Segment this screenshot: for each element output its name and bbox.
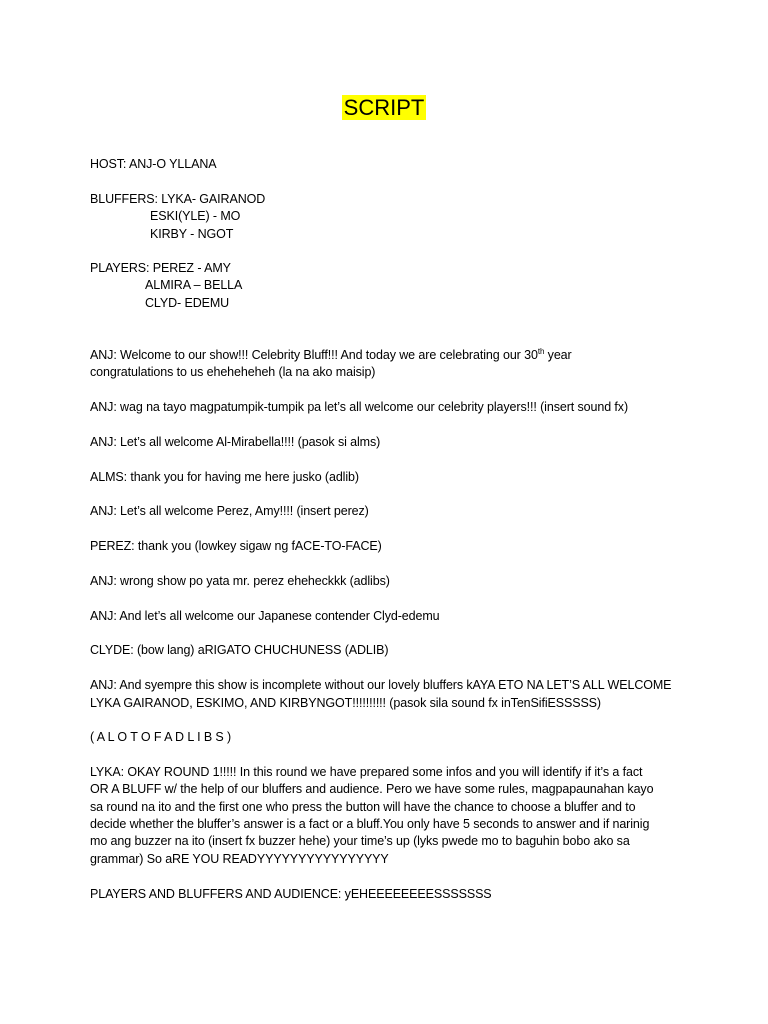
bluffers-line-3: KIRBY - NGOT (150, 227, 234, 241)
dialogue-line: ANJ: wrong show po yata mr. perez eheheckkk (adlibs) (90, 574, 390, 588)
dialogue-line: sa round na ito and the first one who press the button will have the chance to choose a bluffer and to (90, 800, 636, 814)
dialogue-line: CLYDE: (bow lang) aRIGATO CHUCHUNESS (ADLIB) (90, 643, 389, 657)
dialogue-text: year (544, 348, 572, 362)
dialogue-line: ALMS: thank you for having me here jusko (adlib) (90, 470, 359, 484)
page-title (0, 93, 768, 123)
dialogue-text: ANJ: Welcome to our show!!! Celebrity Bluff!!! And today we are celebrating our 30 (90, 348, 538, 362)
dialogue-line: ( A L O T O F A D L I B S ) (90, 730, 232, 744)
players-line-2: ALMIRA – BELLA (145, 278, 243, 292)
dialogue-line: congratulations to us eheheheheh (la na ako maisip) (90, 365, 376, 379)
dialogue-line (90, 347, 572, 364)
dialogue-line: ANJ: Let’s all welcome Al-Mirabella!!!! (pasok si alms) (90, 435, 381, 449)
dialogue-line: PLAYERS AND BLUFFERS AND AUDIENCE: yEHEEEEEEEESSSSSSS (90, 887, 492, 901)
dialogue-line: OR A BLUFF w/ the help of our bluffers and audience. Pero we have some rules, magpapaunahan kayo (90, 782, 654, 796)
players-line-1: PLAYERS: PEREZ - AMY (90, 261, 231, 275)
dialogue-line: ANJ: And let’s all welcome our Japanese contender Clyd-edemu (90, 609, 440, 623)
host-line: HOST: ANJ-O YLLANA (90, 157, 217, 171)
ordinal-suffix: th (537, 347, 545, 356)
dialogue-line: LYKA GAIRANOD, ESKIMO, AND KIRBYNGOT!!!!!!!!!! (pasok sila sound fx inTenSifiESSSSS) (90, 696, 601, 710)
dialogue-line: ANJ: And syempre this show is incomplete without our lovely bluffers kAYA ETO NA LET’S ALL WELCOME (90, 678, 672, 692)
dialogue-line: grammar) So aRE YOU READYYYYYYYYYYYYYYYY (90, 852, 389, 866)
dialogue-line: LYKA: OKAY ROUND 1!!!!! In this round we have prepared some infos and you will identify if it’s a fact (90, 765, 643, 779)
title-highlight: SCRIPT (343, 95, 425, 120)
dialogue-line: mo ang buzzer na ito (insert fx buzzer hehe) your time’s up (lyks pwede mo to baguhin bobo ako sa (90, 834, 630, 848)
players-line-3: CLYD- EDEMU (145, 296, 230, 310)
dialogue-line: ANJ: Let’s all welcome Perez, Amy!!!! (insert perez) (90, 504, 369, 518)
dialogue-line: PEREZ: thank you (lowkey sigaw ng fACE-TO-FACE) (90, 539, 382, 553)
bluffers-line-2: ESKI(YLE) - MO (150, 209, 241, 223)
dialogue-line: decide whether the bluffer’s answer is a fact or a bluff.You only have 5 seconds to answer and if narinig (90, 817, 650, 831)
bluffers-line-1: BLUFFERS: LYKA- GAIRANOD (90, 192, 266, 206)
dialogue-line: ANJ: wag na tayo magpatumpik-tumpik pa let’s all welcome our celebrity players!!! (insert sound fx) (90, 400, 629, 414)
